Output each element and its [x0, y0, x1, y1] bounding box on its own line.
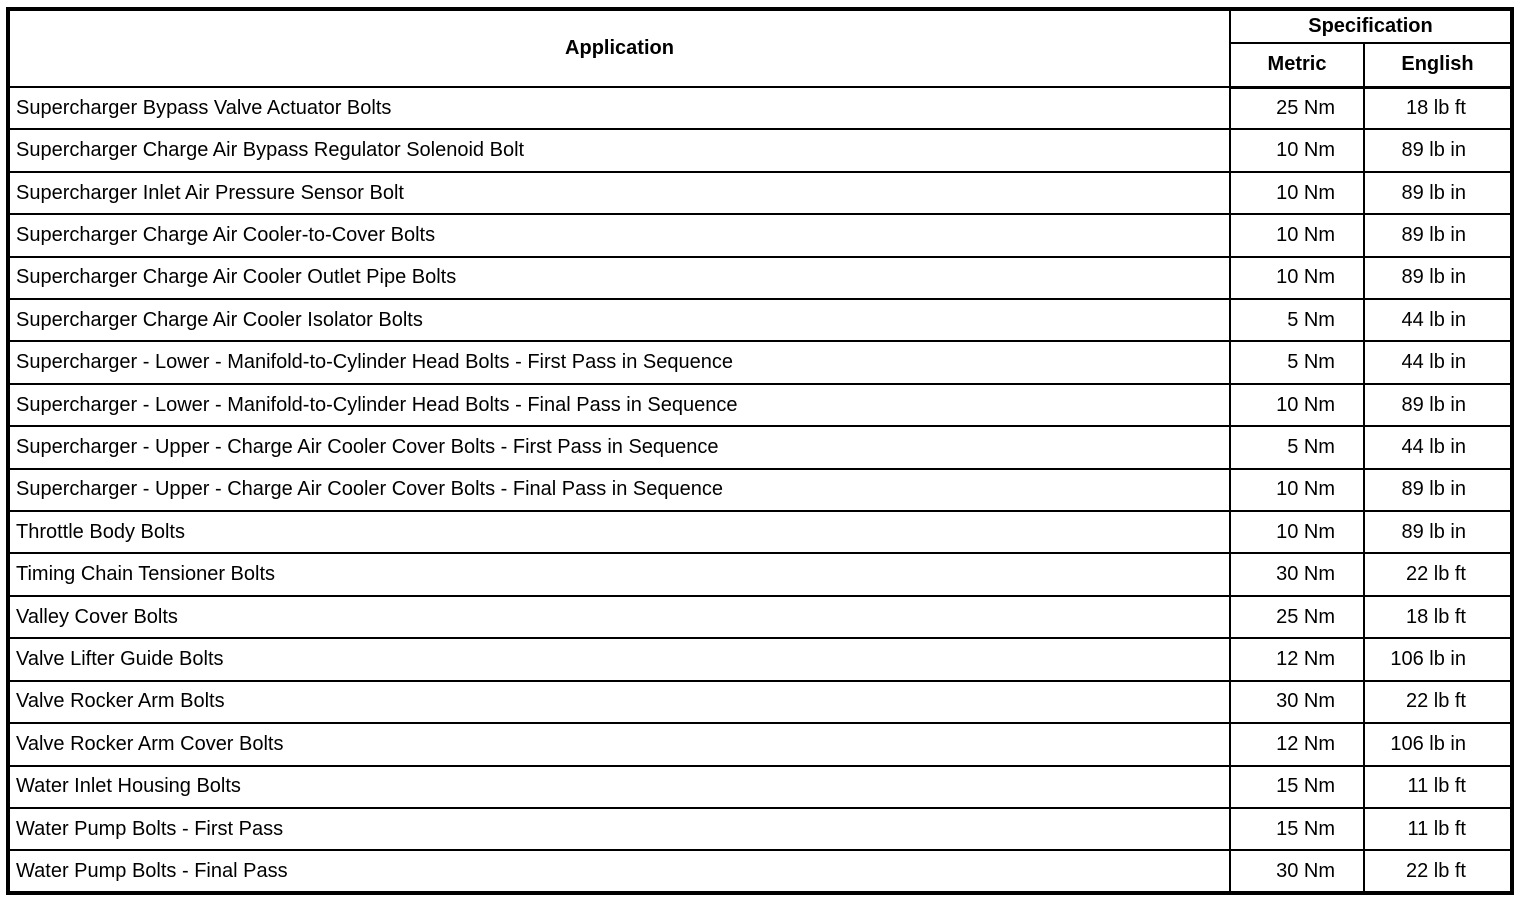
english-column-header: English [1364, 43, 1512, 87]
metric-value-cell: 10 Nm [1230, 257, 1364, 299]
application-cell: Water Pump Bolts - First Pass [8, 808, 1230, 850]
application-cell: Supercharger Charge Air Bypass Regulator Solenoid Bolt [8, 129, 1230, 171]
english-value-cell: 106 lb in [1364, 723, 1512, 765]
application-cell: Supercharger Charge Air Cooler-to-Cover Bolts [8, 214, 1230, 256]
english-value-cell: 18 lb ft [1364, 87, 1512, 129]
table-row [8, 172, 1512, 214]
metric-value-cell: 10 Nm [1230, 384, 1364, 426]
application-cell: Supercharger Bypass Valve Actuator Bolts [8, 87, 1230, 129]
english-value-cell: 89 lb in [1364, 214, 1512, 256]
metric-value-cell: 10 Nm [1230, 469, 1364, 511]
metric-value-cell: 25 Nm [1230, 596, 1364, 638]
specification-column-group-header: Specification [1230, 9, 1512, 43]
table-row [8, 766, 1512, 808]
application-cell: Supercharger - Upper - Charge Air Cooler Cover Bolts - Final Pass in Sequence [8, 469, 1230, 511]
application-cell: Supercharger Inlet Air Pressure Sensor Bolt [8, 172, 1230, 214]
metric-value-cell: 5 Nm [1230, 299, 1364, 341]
table-row [8, 129, 1512, 171]
table-row [8, 384, 1512, 426]
english-value-cell: 89 lb in [1364, 129, 1512, 171]
metric-value-cell: 12 Nm [1230, 638, 1364, 680]
table-row [8, 808, 1512, 850]
english-value-cell: 22 lb ft [1364, 850, 1512, 893]
application-cell: Supercharger Charge Air Cooler Isolator Bolts [8, 299, 1230, 341]
english-value-cell: 44 lb in [1364, 426, 1512, 468]
application-column-header: Application [8, 9, 1230, 87]
table-row [8, 214, 1512, 256]
application-cell: Supercharger Charge Air Cooler Outlet Pipe Bolts [8, 257, 1230, 299]
english-value-cell: 11 lb ft [1364, 766, 1512, 808]
torque-specifications-table [6, 7, 1514, 895]
metric-value-cell: 10 Nm [1230, 214, 1364, 256]
english-value-cell: 22 lb ft [1364, 681, 1512, 723]
table-row [8, 341, 1512, 383]
english-value-cell: 22 lb ft [1364, 553, 1512, 595]
metric-column-header: Metric [1230, 43, 1364, 87]
application-cell: Timing Chain Tensioner Bolts [8, 553, 1230, 595]
header-row-specification [8, 9, 1512, 43]
metric-value-cell: 10 Nm [1230, 172, 1364, 214]
metric-value-cell: 15 Nm [1230, 766, 1364, 808]
table-row [8, 299, 1512, 341]
application-cell: Supercharger - Lower - Manifold-to-Cylinder Head Bolts - Final Pass in Sequence [8, 384, 1230, 426]
english-value-cell: 18 lb ft [1364, 596, 1512, 638]
metric-value-cell: 30 Nm [1230, 681, 1364, 723]
metric-value-cell: 30 Nm [1230, 850, 1364, 893]
english-value-cell: 11 lb ft [1364, 808, 1512, 850]
application-cell: Water Inlet Housing Bolts [8, 766, 1230, 808]
english-value-cell: 44 lb in [1364, 341, 1512, 383]
table-row [8, 596, 1512, 638]
table-row [8, 511, 1512, 553]
application-cell: Supercharger - Upper - Charge Air Cooler Cover Bolts - First Pass in Sequence [8, 426, 1230, 468]
english-value-cell: 44 lb in [1364, 299, 1512, 341]
table-row [8, 469, 1512, 511]
metric-value-cell: 10 Nm [1230, 511, 1364, 553]
application-cell: Throttle Body Bolts [8, 511, 1230, 553]
table-row [8, 723, 1512, 765]
application-cell: Water Pump Bolts - Final Pass [8, 850, 1230, 893]
table-body [8, 87, 1512, 893]
metric-value-cell: 15 Nm [1230, 808, 1364, 850]
table-row [8, 850, 1512, 893]
table-row [8, 638, 1512, 680]
metric-value-cell: 30 Nm [1230, 553, 1364, 595]
english-value-cell: 89 lb in [1364, 384, 1512, 426]
application-cell: Valve Lifter Guide Bolts [8, 638, 1230, 680]
metric-value-cell: 5 Nm [1230, 341, 1364, 383]
application-cell: Supercharger - Lower - Manifold-to-Cylinder Head Bolts - First Pass in Sequence [8, 341, 1230, 383]
english-value-cell: 89 lb in [1364, 469, 1512, 511]
application-cell: Valley Cover Bolts [8, 596, 1230, 638]
metric-value-cell: 12 Nm [1230, 723, 1364, 765]
table-row [8, 426, 1512, 468]
table-row [8, 87, 1512, 129]
metric-value-cell: 5 Nm [1230, 426, 1364, 468]
application-cell: Valve Rocker Arm Bolts [8, 681, 1230, 723]
metric-value-cell: 10 Nm [1230, 129, 1364, 171]
english-value-cell: 89 lb in [1364, 257, 1512, 299]
english-value-cell: 89 lb in [1364, 511, 1512, 553]
table-row [8, 553, 1512, 595]
application-cell: Valve Rocker Arm Cover Bolts [8, 723, 1230, 765]
metric-value-cell: 25 Nm [1230, 87, 1364, 129]
english-value-cell: 106 lb in [1364, 638, 1512, 680]
table-row [8, 681, 1512, 723]
table-header [8, 9, 1512, 87]
english-value-cell: 89 lb in [1364, 172, 1512, 214]
table-row [8, 257, 1512, 299]
